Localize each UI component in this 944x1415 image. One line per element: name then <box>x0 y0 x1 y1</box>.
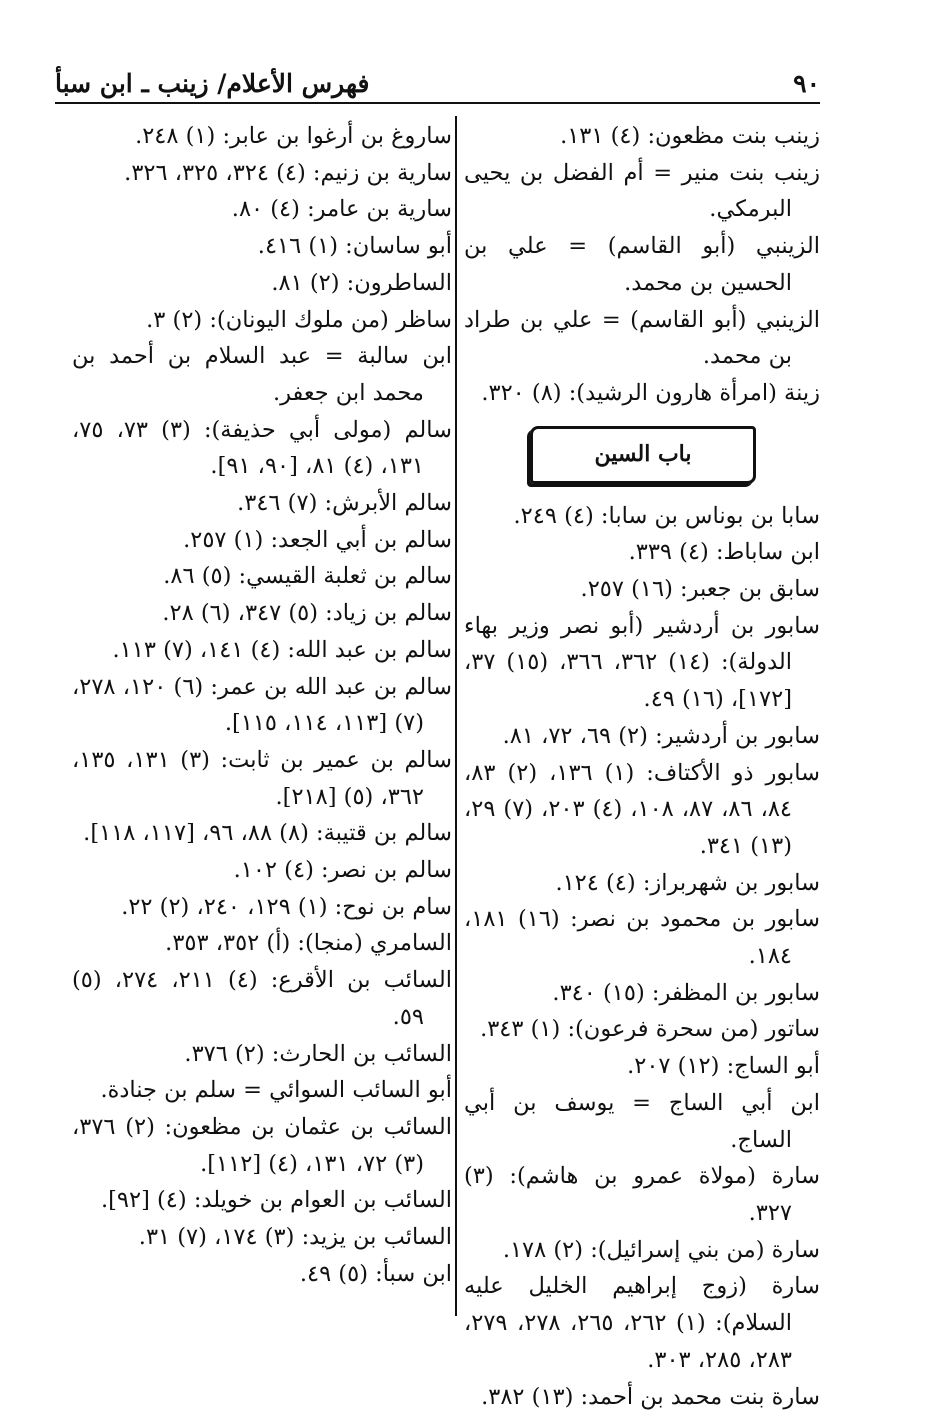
index-entry: سالم بن زياد: (٥) ٣٤٧، (٦) ٢٨. <box>72 595 452 632</box>
index-entry: زينب بنت منير = أم الفضل بن يحيى البرمكي. <box>464 155 820 228</box>
index-entry: سالم بن قتيبة: (٨) ٨٨، ٩٦، [١١٧، ١١٨]. <box>72 815 452 852</box>
index-entry: ابن سالبة = عبد السلام بن أحمد بن محمد ابن جعفر. <box>72 338 452 411</box>
index-entry: أبو السائب السوائي = سلم بن جنادة. <box>72 1072 452 1109</box>
index-entry: الزينبي (أبو القاسم) = علي بن الحسين بن محمد. <box>464 228 820 301</box>
index-entry: السامري (منجا): (أ) ٣٥٢، ٣٥٣. <box>72 925 452 962</box>
index-entry: ابن ساباط: (٤) ٣٣٩. <box>464 534 820 571</box>
index-entry: سالم بن عمير بن ثابت: (٣) ١٣١، ١٣٥، ٣٦٢، (٥) [٢١٨]. <box>72 742 452 815</box>
page-number: ٩٠ <box>793 69 820 98</box>
index-entry: السائب بن يزيد: (٣) ١٧٤، (٧) ٣١. <box>72 1219 452 1256</box>
index-entry: سابور بن المظفر: (١٥) ٣٤٠. <box>464 975 820 1012</box>
running-title: فهرس الأعلام/ زينب ـ ابن سبأ <box>55 69 369 98</box>
index-entry: ابن سبأ: (٥) ٤٩. <box>72 1256 452 1293</box>
index-entry: زينة (امرأة هارون الرشيد): (٨) ٣٢٠. <box>464 375 820 412</box>
index-entry: الزينبي (أبو القاسم) = علي بن طراد بن محمد. <box>464 302 820 375</box>
section-heading-box <box>530 426 756 484</box>
index-entry: السائب بن الأقرع: (٤) ٢١١، ٢٧٤، (٥) ٥٩. <box>72 962 452 1035</box>
index-entry: سارية بن عامر: (٤) ٨٠. <box>72 191 452 228</box>
index-entry: سالم بن نصر: (٤) ١٠٢. <box>72 852 452 889</box>
index-entry: سابور ذو الأكتاف: (١) ١٣٦، (٢) ٨٣، ٨٤، ٨٦، ٨٧، ١٠٨، (٤) ٢٠٣، (٧) ٢٩، (١٣) ٣٤١. <box>464 755 820 865</box>
index-entry: أبو ساسان: (١) ٤١٦. <box>72 228 452 265</box>
right-column-entries-top <box>464 118 820 412</box>
left-column-entries <box>72 118 452 1293</box>
index-entry: سالم بن أبي الجعد: (١) ٢٥٧. <box>72 522 452 559</box>
index-entry: سارة (زوج إبراهيم الخليل عليه السلام): (١) ٢٦٢، ٢٦٥، ٢٧٨، ٢٧٩، ٢٨٣، ٢٨٥، ٣٠٣. <box>464 1268 820 1378</box>
index-entry: سام بن نوح: (١) ١٢٩، ٢٤٠، (٢) ٢٢. <box>72 889 452 926</box>
index-entry: السائب بن العوام بن خويلد: (٤) [٩٢]. <box>72 1182 452 1219</box>
index-entry: ابن أبي الساج = يوسف بن أبي الساج. <box>464 1085 820 1158</box>
index-entry: ساروغ بن أرغوا بن عابر: (١) ٢٤٨. <box>72 118 452 155</box>
index-entry: سارة (مولاة عمرو بن هاشم): (٣) ٣٢٧. <box>464 1158 820 1231</box>
index-entry: الساطرون: (٢) ٨١. <box>72 265 452 302</box>
index-entry: سابا بن بوناس بن سابا: (٤) ٢٤٩. <box>464 498 820 535</box>
right-column-entries-bottom <box>464 498 820 1415</box>
page-header <box>55 58 820 104</box>
index-entry: سابور بن شهربراز: (٤) ١٢٤. <box>464 865 820 902</box>
index-entry: أبو الساج: (١٢) ٢٠٧. <box>464 1048 820 1085</box>
left-column <box>72 118 452 1293</box>
index-entry: سالم بن عبد الله: (٤) ١٤١، (٧) ١١٣. <box>72 632 452 669</box>
index-entry: سالم بن ثعلبة القيسي: (٥) ٨٦. <box>72 558 452 595</box>
index-entry: سابور بن أردشير (أبو نصر وزير بهاء الدولة): (١٤) ٣٦٢، ٣٦٦، (١٥) ٣٧، [١٧٢]، (١٦) ٤٩. <box>464 608 820 718</box>
index-entry: السائب بن الحارث: (٢) ٣٧٦. <box>72 1036 452 1073</box>
index-entry: سارة (من بني إسرائيل): (٢) ١٧٨. <box>464 1232 820 1269</box>
index-entry: ساظر (من ملوك اليونان): (٢) ٣. <box>72 302 452 339</box>
index-entry: سالم الأبرش: (٧) ٣٤٦. <box>72 485 452 522</box>
right-column <box>464 118 820 1415</box>
section-heading: باب السين <box>594 436 691 473</box>
index-entry: سابور بن محمود بن نصر: (١٦) ١٨١، ١٨٤. <box>464 901 820 974</box>
index-entry: السائب بن عثمان بن مظعون: (٢) ٣٧٦، (٣) ٧٢، ١٣١، (٤) [١١٢]. <box>72 1109 452 1182</box>
index-entry: ساتور (من سحرة فرعون): (١) ٣٤٣. <box>464 1011 820 1048</box>
index-entry: سالم بن عبد الله بن عمر: (٦) ١٢٠، ٢٧٨، (٧) [١١٣، ١١٤، ١١٥]. <box>72 669 452 742</box>
index-entry: زينب بنت مظعون: (٤) ١٣١. <box>464 118 820 155</box>
column-divider <box>455 116 457 1316</box>
index-entry: سابور بن أردشير: (٢) ٦٩، ٧٢، ٨١. <box>464 718 820 755</box>
index-entry: سالم (مولى أبي حذيفة): (٣) ٧٣، ٧٥، ١٣١، (٤) ٨١، [٩٠، ٩١]. <box>72 412 452 485</box>
index-entry: سابق بن جعبر: (١٦) ٢٥٧. <box>464 571 820 608</box>
index-entry: سارية بن زنيم: (٤) ٣٢٤، ٣٢٥، ٣٢٦. <box>72 155 452 192</box>
index-entry: سارة بنت محمد بن أحمد: (١٣) ٣٨٢. <box>464 1379 820 1415</box>
